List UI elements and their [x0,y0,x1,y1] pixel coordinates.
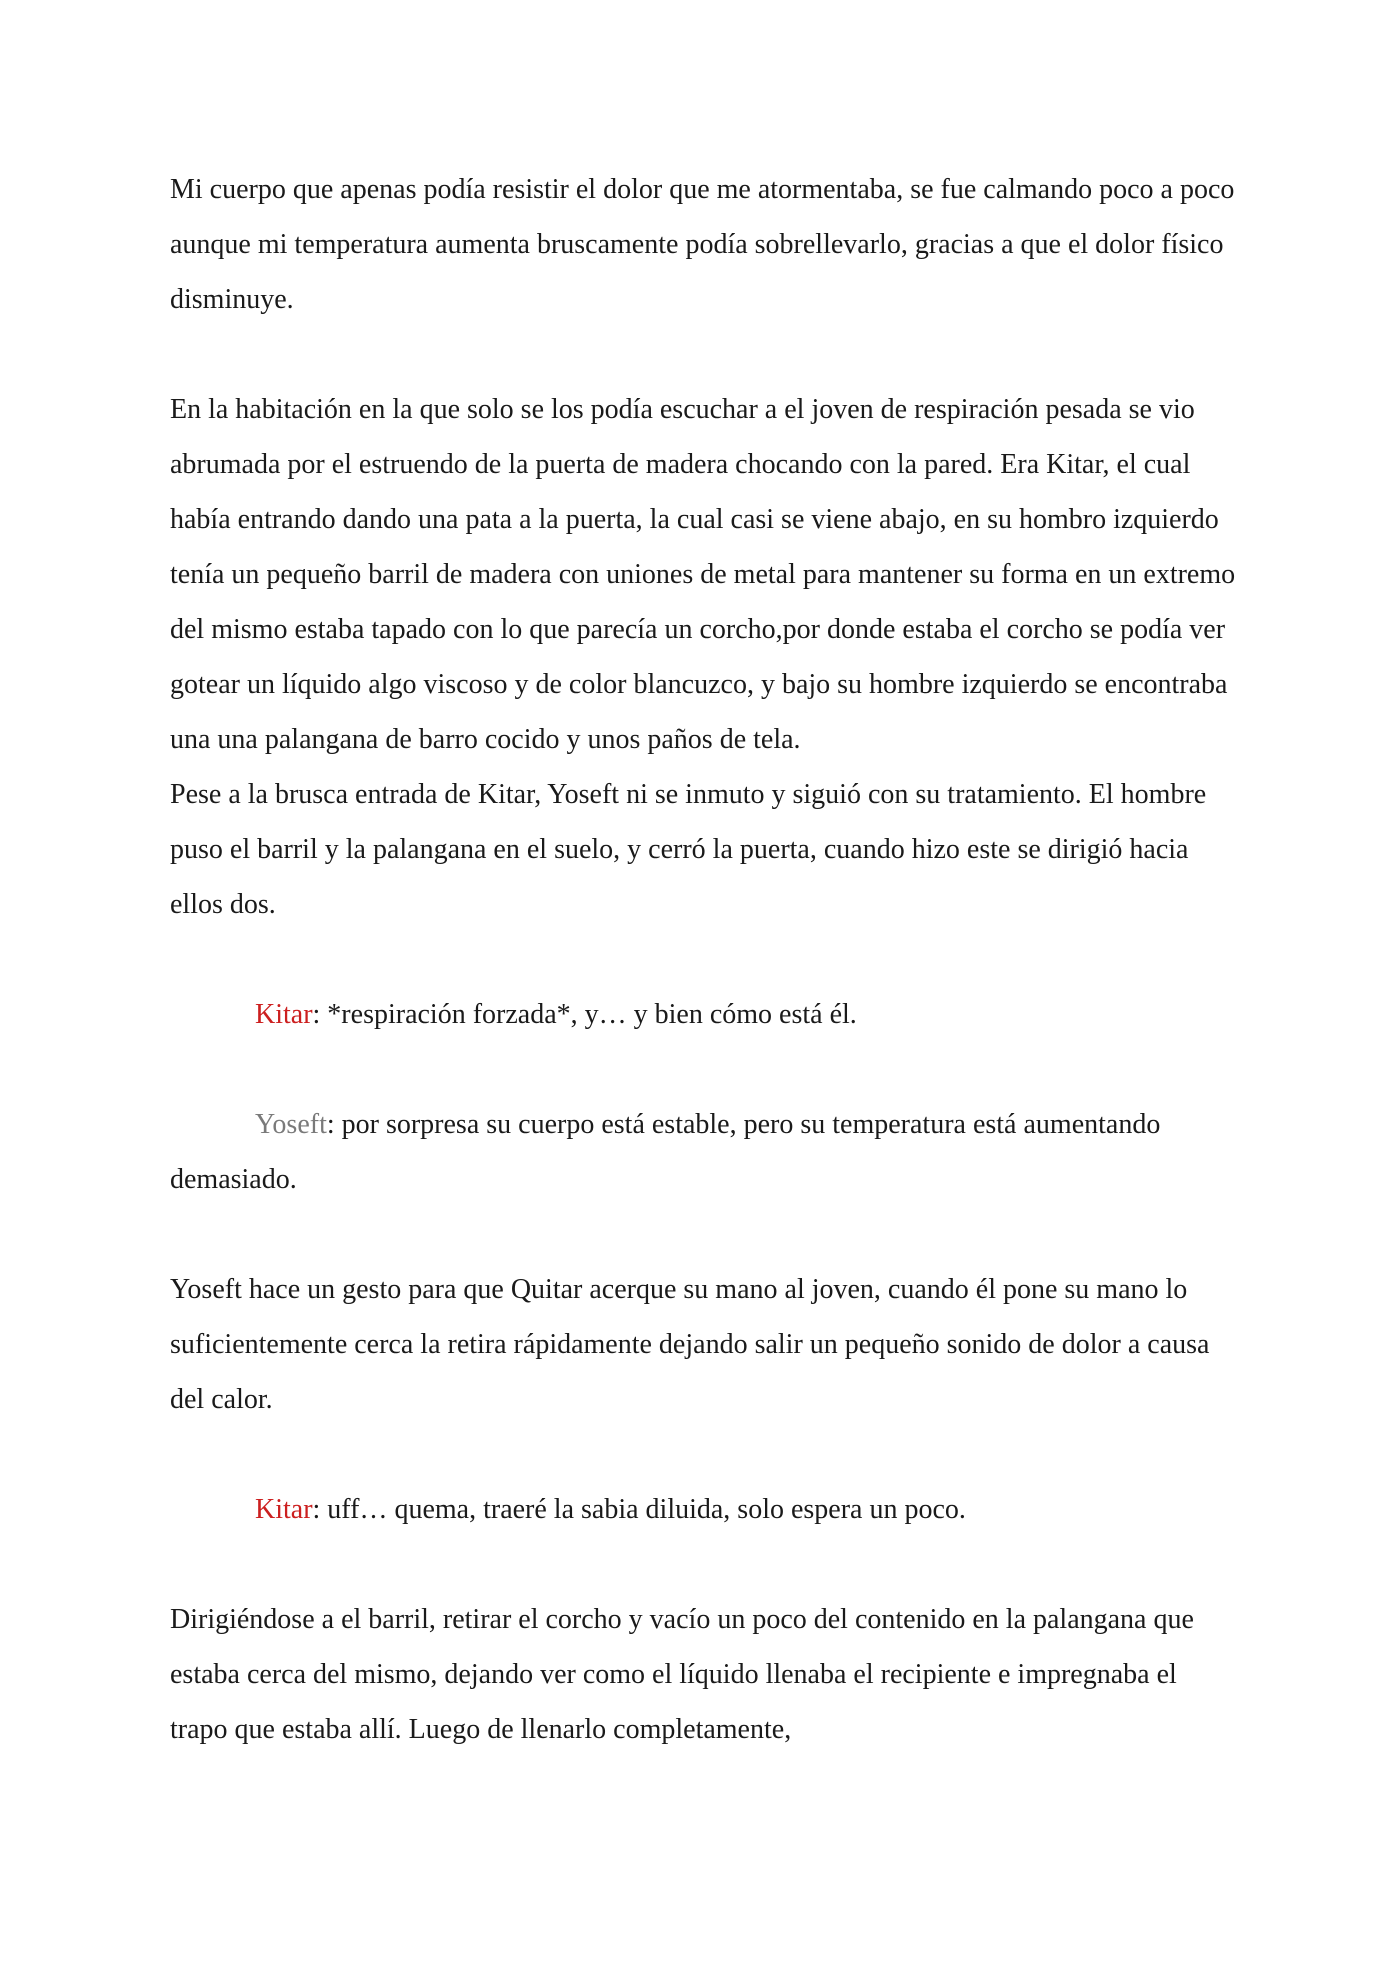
paragraph-gap [170,1427,1240,1482]
dialogue-kitar-1 [170,987,1240,1042]
dialogue-text: : uff… quema, traeré la sabia diluida, solo espera un poco. [312,1494,966,1525]
paragraph-4: Yoseft hace un gesto para que Quitar acerque su mano al joven, cuando él pone su mano lo suficientemente cerca la retira rápidamente dejando salir un pequeño sonido de dolor a causa del calor. [170,1274,1210,1415]
paragraph-3: Pese a la brusca entrada de Kitar, Yoseft ni se inmuto y siguió con su tratamiento. El hombre puso el barril y la palangana en el suelo, y cerró la puerta, cuando hizo este se dirigió hacia ellos dos. [170,779,1207,920]
paragraph-gap [170,932,1240,987]
dialogue-text: : por sorpresa su cuerpo está estable, pero su temperatura está aumentando demasiado. [170,1109,1161,1195]
document-body [170,162,1240,1757]
speaker-name-yoseft: Yoseft [255,1109,327,1140]
speaker-name-kitar: Kitar [255,999,313,1030]
paragraph-5: Dirigiéndose a el barril, retirar el corcho y vacío un poco del contenido en la palangana que estaba cerca del mismo, dejando ver como el líquido llenaba el recipiente e impregnaba el trapo que estaba allí. Luego de llenarlo completamente, [170,1604,1194,1745]
speaker-name-kitar: Kitar [255,1494,313,1525]
dialogue-kitar-2 [170,1482,1240,1537]
paragraph-gap [170,327,1240,382]
dialogue-yoseft-1 [170,1097,1240,1207]
paragraph-gap [170,1537,1240,1592]
paragraph-gap [170,1207,1240,1262]
paragraph-2: En la habitación en la que solo se los podía escuchar a el joven de respiración pesada se vio abrumada por el estruendo de la puerta de madera chocando con la pared. Era Kitar, el cual había entrando dando una pata a la puerta, la cual casi se viene abajo, en su hombro izquierdo tenía un pequeño barril de madera con uniones de metal para mantener su forma en un extremo del mismo estaba tapado con lo que parecía un corcho,por donde estaba el corcho se podía ver gotear un líquido algo viscoso y de color blancuzco, y bajo su hombre izquierdo se encontraba una una palangana de barro cocido y unos paños de tela. [170,394,1236,755]
dialogue-text: : *respiración forzada*, y… y bien cómo está él. [312,999,857,1030]
paragraph-gap [170,1042,1240,1097]
paragraph-1: Mi cuerpo que apenas podía resistir el dolor que me atormentaba, se fue calmando poco a poco aunque mi temperatura aumenta bruscamente podía sobrellevarlo, gracias a que el dolor físico disminuye. [170,174,1235,315]
